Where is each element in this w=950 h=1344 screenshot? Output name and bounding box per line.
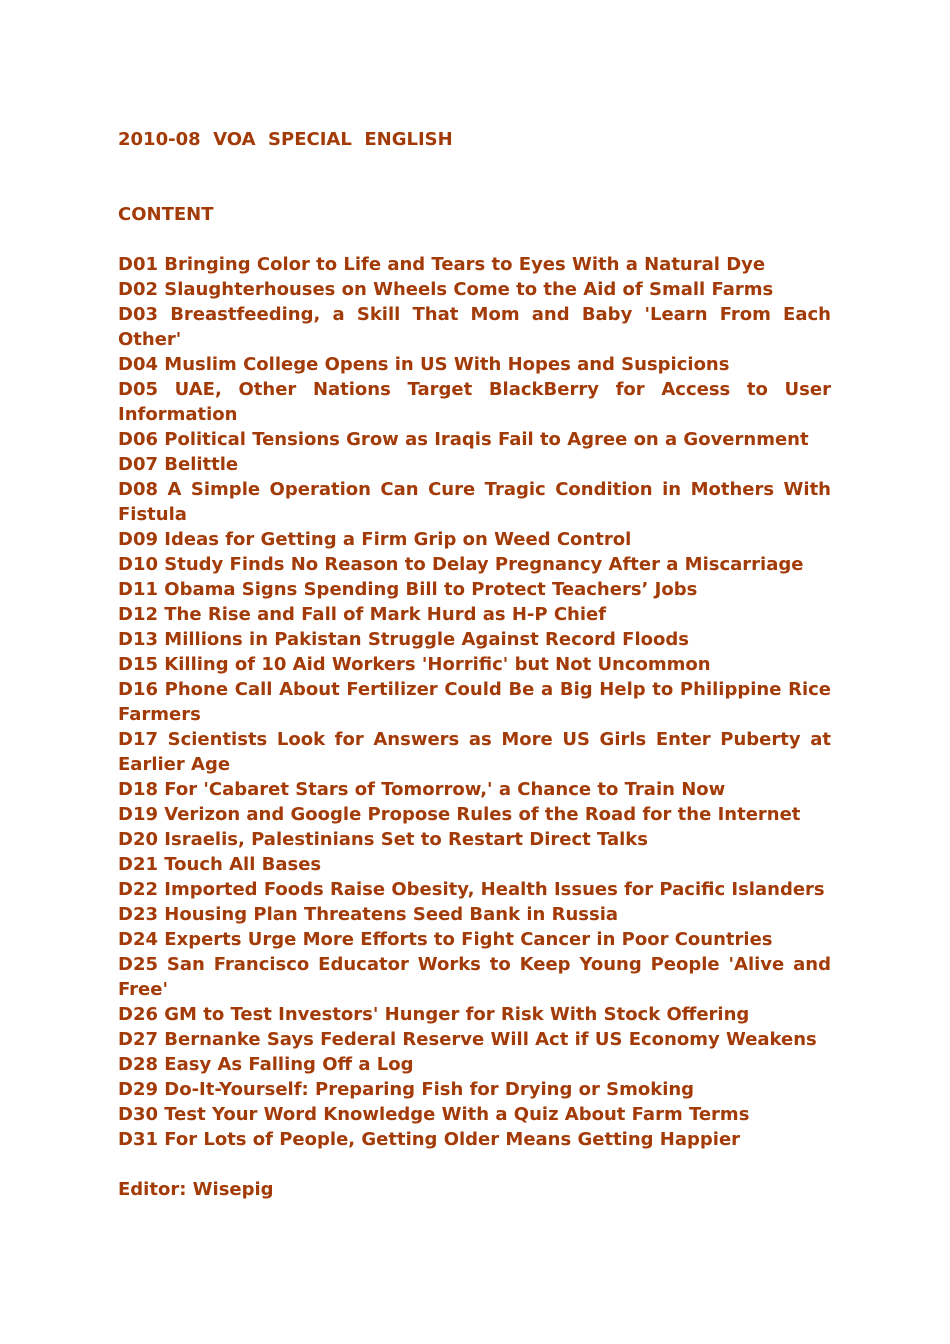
entry-code: D04 [118, 354, 158, 375]
entry-title: Study Finds No Reason to Delay Pregnancy After a Miscarriage [164, 554, 804, 575]
entry-title: Touch All Bases [164, 854, 322, 875]
toc-entry [118, 852, 831, 877]
entry-code: D08 [118, 479, 158, 500]
entry-title: Obama Signs Spending Bill to Protect Teachers’ Jobs [164, 579, 698, 600]
entry-code: D01 [118, 254, 158, 275]
entry-title: Ideas for Getting a Firm Grip on Weed Control [164, 529, 632, 550]
toc-entry [118, 552, 831, 577]
entry-code: D28 [118, 1054, 158, 1075]
document-title: 2010-08 VOA SPECIAL ENGLISH [118, 129, 453, 150]
entry-title: Housing Plan Threatens Seed Bank in Russia [164, 904, 619, 925]
toc-entry [118, 1077, 831, 1102]
entry-title: Imported Foods Raise Obesity, Health Issues for Pacific Islanders [164, 879, 825, 900]
entry-title: Breastfeeding, a Skill That Mom and Baby 'Learn From Each Other' [118, 304, 831, 350]
entry-code: D07 [118, 454, 158, 475]
editor-credit: Editor: Wisepig [118, 1179, 274, 1200]
entry-title: The Rise and Fall of Mark Hurd as H-P Chief [164, 604, 607, 625]
entry-title: Muslim College Opens in US With Hopes and Suspicions [164, 354, 730, 375]
entry-code: D24 [118, 929, 158, 950]
entry-title: Bringing Color to Life and Tears to Eyes With a Natural Dye [164, 254, 766, 275]
entry-code: D12 [118, 604, 158, 625]
toc-entry [118, 352, 831, 377]
entry-title: A Simple Operation Can Cure Tragic Condition in Mothers With Fistula [118, 479, 831, 525]
toc-entry [118, 577, 831, 602]
entry-title: GM to Test Investors' Hunger for Risk With Stock Offering [164, 1004, 750, 1025]
toc-entry [118, 1052, 831, 1077]
toc-entry [118, 727, 831, 777]
toc-entry [118, 1027, 831, 1052]
toc-entry [118, 1102, 831, 1127]
entry-code: D05 [118, 379, 158, 400]
entry-code: D31 [118, 1129, 158, 1150]
entry-title: Bernanke Says Federal Reserve Will Act if US Economy Weakens [164, 1029, 817, 1050]
entry-code: D18 [118, 779, 158, 800]
entry-code: D30 [118, 1104, 158, 1125]
entry-title: Phone Call About Fertilizer Could Be a Big Help to Philippine Rice Farmers [118, 679, 831, 725]
toc-entry [118, 602, 831, 627]
entry-title: Slaughterhouses on Wheels Come to the Aid of Small Farms [164, 279, 774, 300]
entry-code: D19 [118, 804, 158, 825]
toc-entry [118, 677, 831, 727]
entry-code: D15 [118, 654, 158, 675]
toc-entry [118, 827, 831, 852]
toc-entry [118, 252, 831, 277]
toc-entry [118, 302, 831, 352]
toc-entry [118, 802, 831, 827]
entry-code: D03 [118, 304, 158, 325]
entry-code: D09 [118, 529, 158, 550]
entry-code: D21 [118, 854, 158, 875]
entry-title: Test Your Word Knowledge With a Quiz About Farm Terms [164, 1104, 750, 1125]
entry-title: Experts Urge More Efforts to Fight Cancer in Poor Countries [164, 929, 773, 950]
entry-code: D17 [118, 729, 158, 750]
entry-title: Israelis, Palestinians Set to Restart Direct Talks [164, 829, 648, 850]
entry-title: Killing of 10 Aid Workers 'Horrific' but Not Uncommon [164, 654, 711, 675]
toc-entry [118, 627, 831, 652]
entry-code: D27 [118, 1029, 158, 1050]
toc-entry [118, 277, 831, 302]
toc-entry [118, 1002, 831, 1027]
document-page [118, 127, 831, 1202]
entry-title: Belittle [164, 454, 239, 475]
toc-entry [118, 377, 831, 427]
content-heading: CONTENT [118, 204, 214, 225]
entry-code: D23 [118, 904, 158, 925]
toc-entry [118, 652, 831, 677]
entry-code: D02 [118, 279, 158, 300]
toc-entry [118, 452, 831, 477]
toc-entry [118, 1127, 831, 1152]
toc-entry [118, 877, 831, 902]
entry-code: D16 [118, 679, 158, 700]
entry-code: D11 [118, 579, 158, 600]
toc-entry [118, 927, 831, 952]
entry-code: D10 [118, 554, 158, 575]
entry-code: D25 [118, 954, 158, 975]
entry-code: D22 [118, 879, 158, 900]
toc-entry [118, 952, 831, 1002]
toc-entry [118, 902, 831, 927]
toc-entry [118, 777, 831, 802]
entry-title: Do-It-Yourself: Preparing Fish for Drying or Smoking [164, 1079, 695, 1100]
entry-code: D20 [118, 829, 158, 850]
entry-title: Scientists Look for Answers as More US Girls Enter Puberty at Earlier Age [118, 729, 831, 775]
entry-title: San Francisco Educator Works to Keep Young People 'Alive and Free' [118, 954, 831, 1000]
entry-title: For 'Cabaret Stars of Tomorrow,' a Chance to Train Now [164, 779, 726, 800]
entry-title: Verizon and Google Propose Rules of the Road for the Internet [164, 804, 801, 825]
entry-title: UAE, Other Nations Target BlackBerry for Access to User Information [118, 379, 831, 425]
entry-code: D26 [118, 1004, 158, 1025]
entry-title: Easy As Falling Off a Log [164, 1054, 414, 1075]
entry-code: D06 [118, 429, 158, 450]
entry-title: Millions in Pakistan Struggle Against Record Floods [164, 629, 689, 650]
entry-title: Political Tensions Grow as Iraqis Fail to Agree on a Government [164, 429, 809, 450]
entry-code: D29 [118, 1079, 158, 1100]
toc-entry [118, 527, 831, 552]
entry-code: D13 [118, 629, 158, 650]
toc-entry [118, 477, 831, 527]
toc-entry [118, 427, 831, 452]
entry-title: For Lots of People, Getting Older Means Getting Happier [164, 1129, 741, 1150]
table-of-contents [118, 252, 831, 1152]
